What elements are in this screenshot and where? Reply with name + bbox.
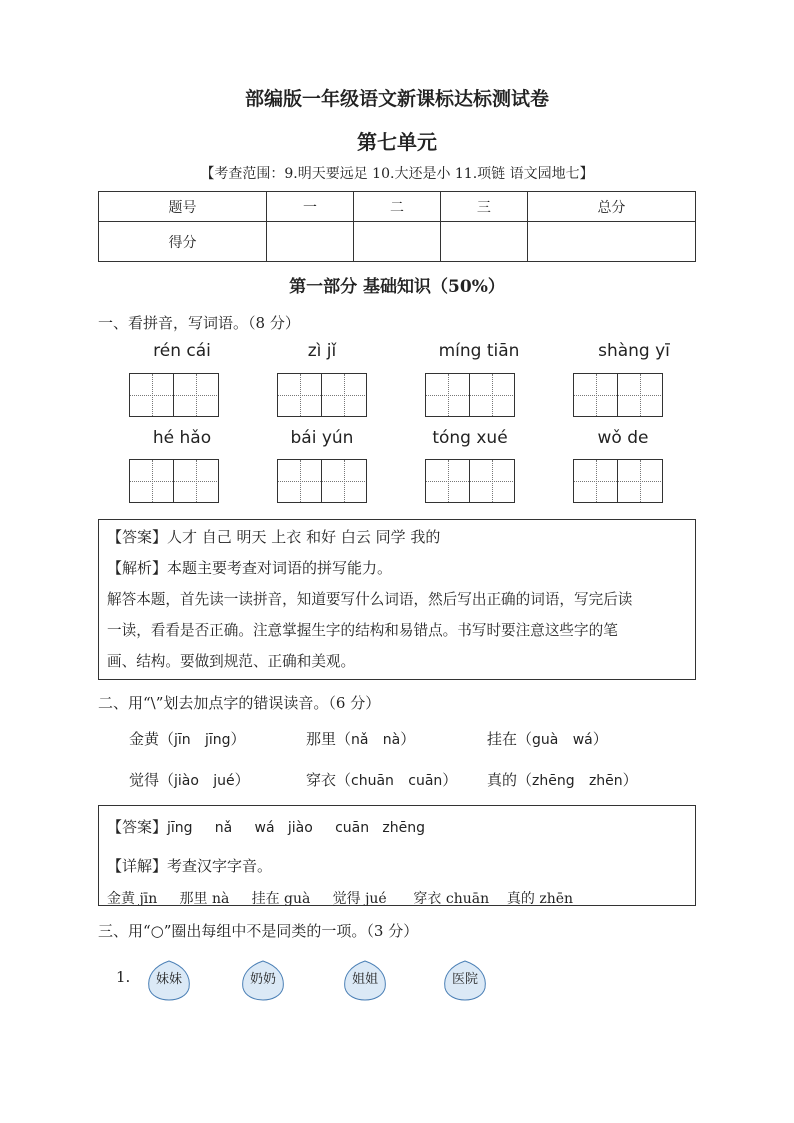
detail-text: 考查汉字字音。 — [167, 857, 273, 875]
question-3-title: 三、用“○”圈出每组中不是同类的一项。（3 分） — [98, 922, 419, 940]
exam-title: 部编版一年级语文新课标达标测试卷 — [244, 88, 549, 110]
reading-option[interactable]: wá — [572, 732, 593, 748]
score-table-score-row — [99, 222, 696, 262]
reading-option[interactable]: zhēn — [588, 773, 623, 789]
pinyin-label: zì jǐ — [307, 341, 337, 361]
peach-label: 医院 — [451, 972, 478, 987]
answer-box-q1 — [98, 519, 696, 680]
grid-cell[interactable] — [426, 374, 470, 416]
reading-option[interactable]: chuān — [351, 773, 394, 789]
score-cell[interactable] — [527, 222, 695, 262]
grid-cell[interactable] — [574, 460, 618, 502]
reading-word: 真的 — [487, 771, 518, 789]
score-header-cell: 二 — [354, 192, 441, 222]
score-cell[interactable] — [354, 222, 441, 262]
tianzi-grid[interactable] — [425, 373, 515, 417]
pinyin-label: rén cái — [153, 341, 211, 361]
grid-cell[interactable] — [174, 460, 218, 502]
tianzi-grid[interactable] — [425, 459, 515, 503]
tianzi-grid[interactable] — [277, 459, 367, 503]
analysis-text: 【解析】本题主要考查对词语的拼写能力。 — [107, 559, 393, 577]
answer-row — [107, 816, 425, 837]
reading-option[interactable]: jué — [213, 773, 235, 789]
grid-cell[interactable] — [174, 374, 218, 416]
reading-option[interactable]: nà — [382, 732, 401, 748]
score-header-cell: 一 — [267, 192, 354, 222]
answer-text: jīng nǎ wá jiào cuān zhēng — [167, 820, 426, 836]
reading-item: 挂在（guà wá） — [487, 730, 608, 748]
tianzi-grid[interactable] — [573, 459, 663, 503]
peach-item[interactable] — [340, 958, 390, 1002]
tianzi-grid[interactable] — [277, 373, 367, 417]
reading-item: 金黄（jīn jīng） — [129, 730, 246, 748]
analysis-body-line: 解答本题，首先读一读拼音，知道要写什么词语，然后写出正确的词语，写完后读 — [107, 591, 633, 608]
peach-label: 妹妹 — [155, 972, 182, 987]
part-one-heading: 第一部分 基础知识（50%） — [289, 277, 505, 297]
grid-cell[interactable] — [130, 460, 174, 502]
detail-row — [107, 855, 272, 876]
peach-item[interactable] — [440, 958, 490, 1002]
unit-title: 第七单元 — [357, 130, 437, 154]
reading-word: 挂在 — [487, 730, 518, 748]
analysis-body-line: 画、结构。要做到规范、正确和美观。 — [107, 653, 356, 670]
tianzi-grid[interactable] — [573, 373, 663, 417]
score-cell[interactable] — [440, 222, 527, 262]
pinyin-label: wǒ de — [597, 428, 649, 448]
detail-label: 【详解】 — [107, 857, 168, 875]
grid-cell[interactable] — [618, 460, 662, 502]
score-row-label: 得分 — [99, 222, 267, 262]
group-number: 1. — [116, 968, 131, 986]
score-header-cell: 总分 — [527, 192, 695, 222]
pinyin-label: bái yún — [290, 428, 354, 448]
grid-cell[interactable] — [278, 374, 322, 416]
reading-option[interactable]: zhēng — [532, 773, 575, 789]
reading-word: 那里 — [306, 730, 337, 748]
reading-option[interactable]: jīng — [205, 732, 231, 748]
question-2-title: 二、用“\”划去加点字的错误读音。（6 分） — [98, 694, 381, 712]
answer-label: 【答案】 — [107, 818, 168, 836]
grid-cell[interactable] — [130, 374, 174, 416]
reading-word: 金黄 — [129, 730, 160, 748]
analysis-body-line: 一读，看看是否正确。注意掌握生字的结构和易错点。书写时要注意这些字的笔 — [107, 622, 618, 639]
grid-cell[interactable] — [470, 460, 514, 502]
grid-cell[interactable] — [322, 374, 366, 416]
score-header-cell: 题号 — [99, 192, 267, 222]
exam-scope: 【考查范围：9.明天要远足 10.大还是小 11.项链 语文园地七】 — [200, 166, 594, 182]
tianzi-grid[interactable] — [129, 459, 219, 503]
score-cell[interactable] — [267, 222, 354, 262]
peach-label: 姐姐 — [351, 972, 378, 987]
score-table — [98, 191, 696, 262]
reading-option[interactable]: jiào — [174, 773, 199, 789]
detail-cut-line: 金黄 jīn 那里 nà 挂在 guà 觉得 jué 穿衣 chuān 真的 zhēn — [107, 891, 574, 906]
reading-item: 那里（nǎ nà） — [306, 730, 416, 748]
pinyin-label: hé hǎo — [152, 428, 212, 448]
grid-cell[interactable] — [426, 460, 470, 502]
peach-item[interactable] — [238, 958, 288, 1002]
grid-cell[interactable] — [618, 374, 662, 416]
reading-word: 觉得 — [129, 771, 160, 789]
peach-item[interactable] — [144, 958, 194, 1002]
answer-box-q2 — [98, 805, 696, 906]
pinyin-label: míng tiān — [438, 341, 520, 361]
grid-cell[interactable] — [278, 460, 322, 502]
reading-word: 穿衣 — [306, 771, 337, 789]
grid-cell[interactable] — [470, 374, 514, 416]
question-1-title: 一、看拼音，写词语。（8 分） — [98, 314, 300, 332]
reading-option[interactable]: guà — [532, 732, 559, 748]
reading-option[interactable]: cuān — [408, 773, 443, 789]
score-table-header-row — [99, 192, 696, 222]
grid-cell[interactable] — [574, 374, 618, 416]
peach-label: 奶奶 — [249, 972, 276, 987]
answer-text: 【答案】人才 自己 明天 上衣 和好 白云 同学 我的 — [107, 528, 441, 546]
tianzi-grid[interactable] — [129, 373, 219, 417]
pinyin-label: tóng xué — [432, 428, 508, 448]
pinyin-label: shàng yī — [598, 341, 670, 361]
reading-item: 真的（zhēng zhēn） — [487, 771, 638, 789]
reading-item: 觉得（jiào jué） — [129, 771, 250, 789]
reading-item: 穿衣（chuān cuān） — [306, 771, 458, 789]
grid-cell[interactable] — [322, 460, 366, 502]
reading-option[interactable]: jīn — [174, 732, 191, 748]
reading-option[interactable]: nǎ — [351, 732, 369, 748]
score-header-cell: 三 — [440, 192, 527, 222]
